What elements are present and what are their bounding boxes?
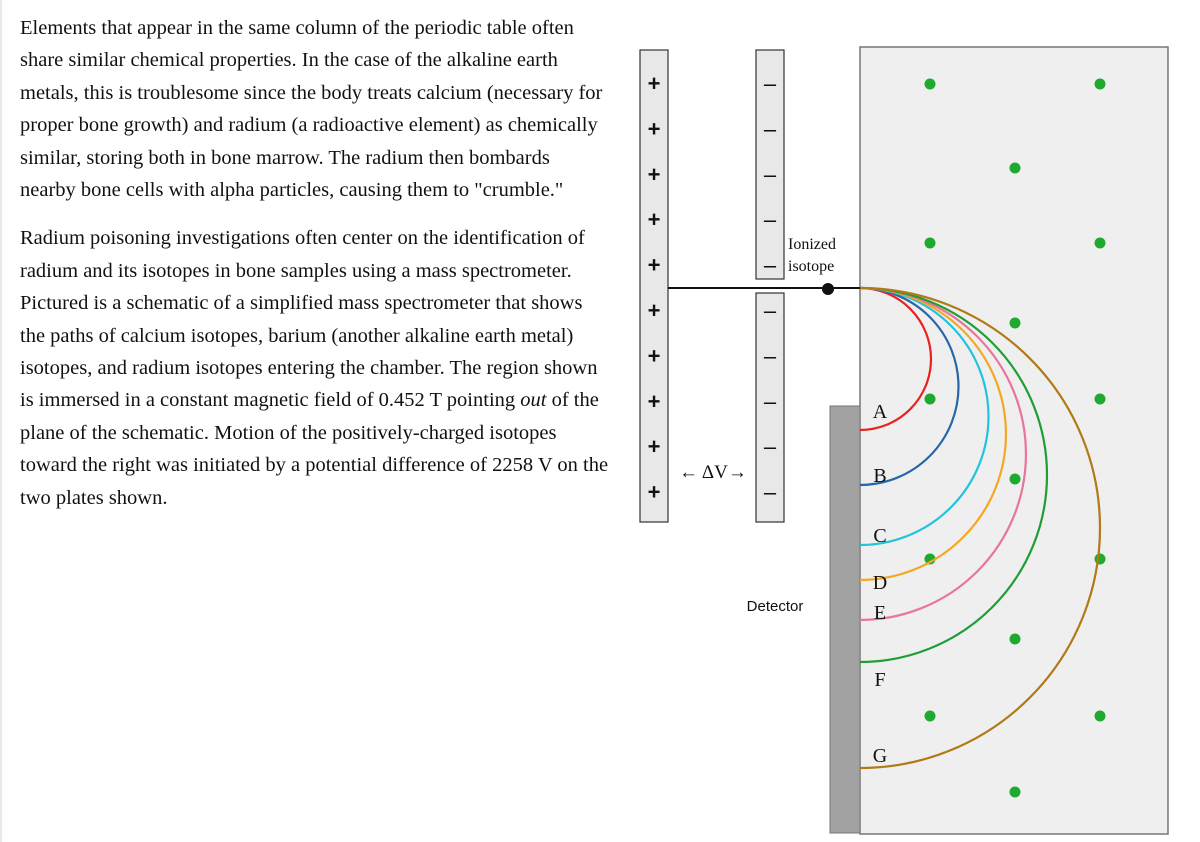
- minus-sign: –: [763, 161, 777, 187]
- minus-sign: –: [763, 116, 777, 142]
- ionized-label-line-2: isotope: [788, 258, 835, 275]
- field-dot: [925, 238, 936, 249]
- field-dot: [925, 394, 936, 405]
- plus-sign: +: [647, 388, 661, 414]
- field-dot: [1010, 163, 1021, 174]
- path-label-a: A: [872, 401, 888, 423]
- minus-sign: –: [763, 343, 777, 369]
- field-dot: [1010, 787, 1021, 798]
- mass-spectrometer-diagram: [600, 0, 1190, 842]
- plus-sign: +: [647, 298, 661, 323]
- ionized-label-line-1: Ionized: [788, 236, 836, 253]
- plus-sign: +: [647, 207, 661, 233]
- field-dot: [1095, 711, 1106, 722]
- minus-sign: –: [763, 479, 777, 505]
- paragraph-2-part-1: Radium poisoning investigations often center on the identification of radium and its isotopes in bone samples using a mass spectrometer. Pictured is a schematic of a simplified mass spectrometer that shows the paths of calcium isotopes, barium (another alkaline earth metal) isotopes, and radium isotopes entering the chamber. The region shown is immersed in a constant magnetic field of 0.452 T pointing: [20, 227, 598, 412]
- path-label-f: F: [874, 669, 886, 691]
- path-label-g: G: [872, 745, 888, 767]
- minus-sign: –: [763, 71, 777, 96]
- path-label-b: B: [873, 465, 887, 487]
- minus-sign: –: [763, 298, 777, 323]
- paragraph-2-part-2: of the plane of the schematic. Motion of the positively-charged isotopes toward the right was initiated by a potential difference of 2258 V on the two plates shown.: [20, 389, 609, 509]
- field-dot: [925, 711, 936, 722]
- field-dot: [1010, 634, 1021, 645]
- field-dot: [1095, 394, 1106, 405]
- voltage-label: ← ΔV→: [679, 462, 747, 483]
- plus-sign: +: [647, 161, 661, 187]
- detector-label: Detector: [746, 598, 804, 615]
- field-dot: [925, 79, 936, 90]
- path-label-e: E: [873, 602, 887, 624]
- minus-sign: –: [763, 252, 777, 278]
- path-label-c: C: [873, 525, 887, 547]
- plus-sign: +: [647, 479, 661, 505]
- paragraph-2-emphasis: out: [520, 389, 547, 412]
- path-label-d: D: [872, 572, 888, 594]
- page-left-edge: [0, 0, 2, 842]
- plus-sign: +: [647, 252, 661, 278]
- minus-sign: –: [763, 388, 777, 414]
- detector-plate: [830, 406, 860, 833]
- ionized-isotope-dot: [822, 283, 834, 295]
- plus-sign: +: [647, 343, 661, 369]
- field-dot: [1095, 238, 1106, 249]
- field-dot: [1095, 79, 1106, 90]
- minus-sign: –: [763, 434, 777, 460]
- paragraph-1: Elements that appear in the same column of the periodic table often share similar chemical properties. In the case of the alkaline earth metals, this is troublesome since the body treats calcium (necessary for proper bone growth) and radium (a radioactive element) as chemically similar, storing both in bone marrow. The radium then bombards nearby bone cells with alpha particles, causing them to "crumble.": [20, 17, 603, 202]
- field-dot: [1010, 318, 1021, 329]
- plus-sign: +: [647, 434, 661, 460]
- paragraph-2: [20, 222, 610, 514]
- field-dot: [1010, 474, 1021, 485]
- plus-sign: +: [647, 71, 661, 96]
- field-dot: [1095, 554, 1106, 565]
- plus-sign: +: [647, 116, 661, 142]
- minus-sign: –: [763, 207, 777, 233]
- problem-text: [20, 12, 610, 530]
